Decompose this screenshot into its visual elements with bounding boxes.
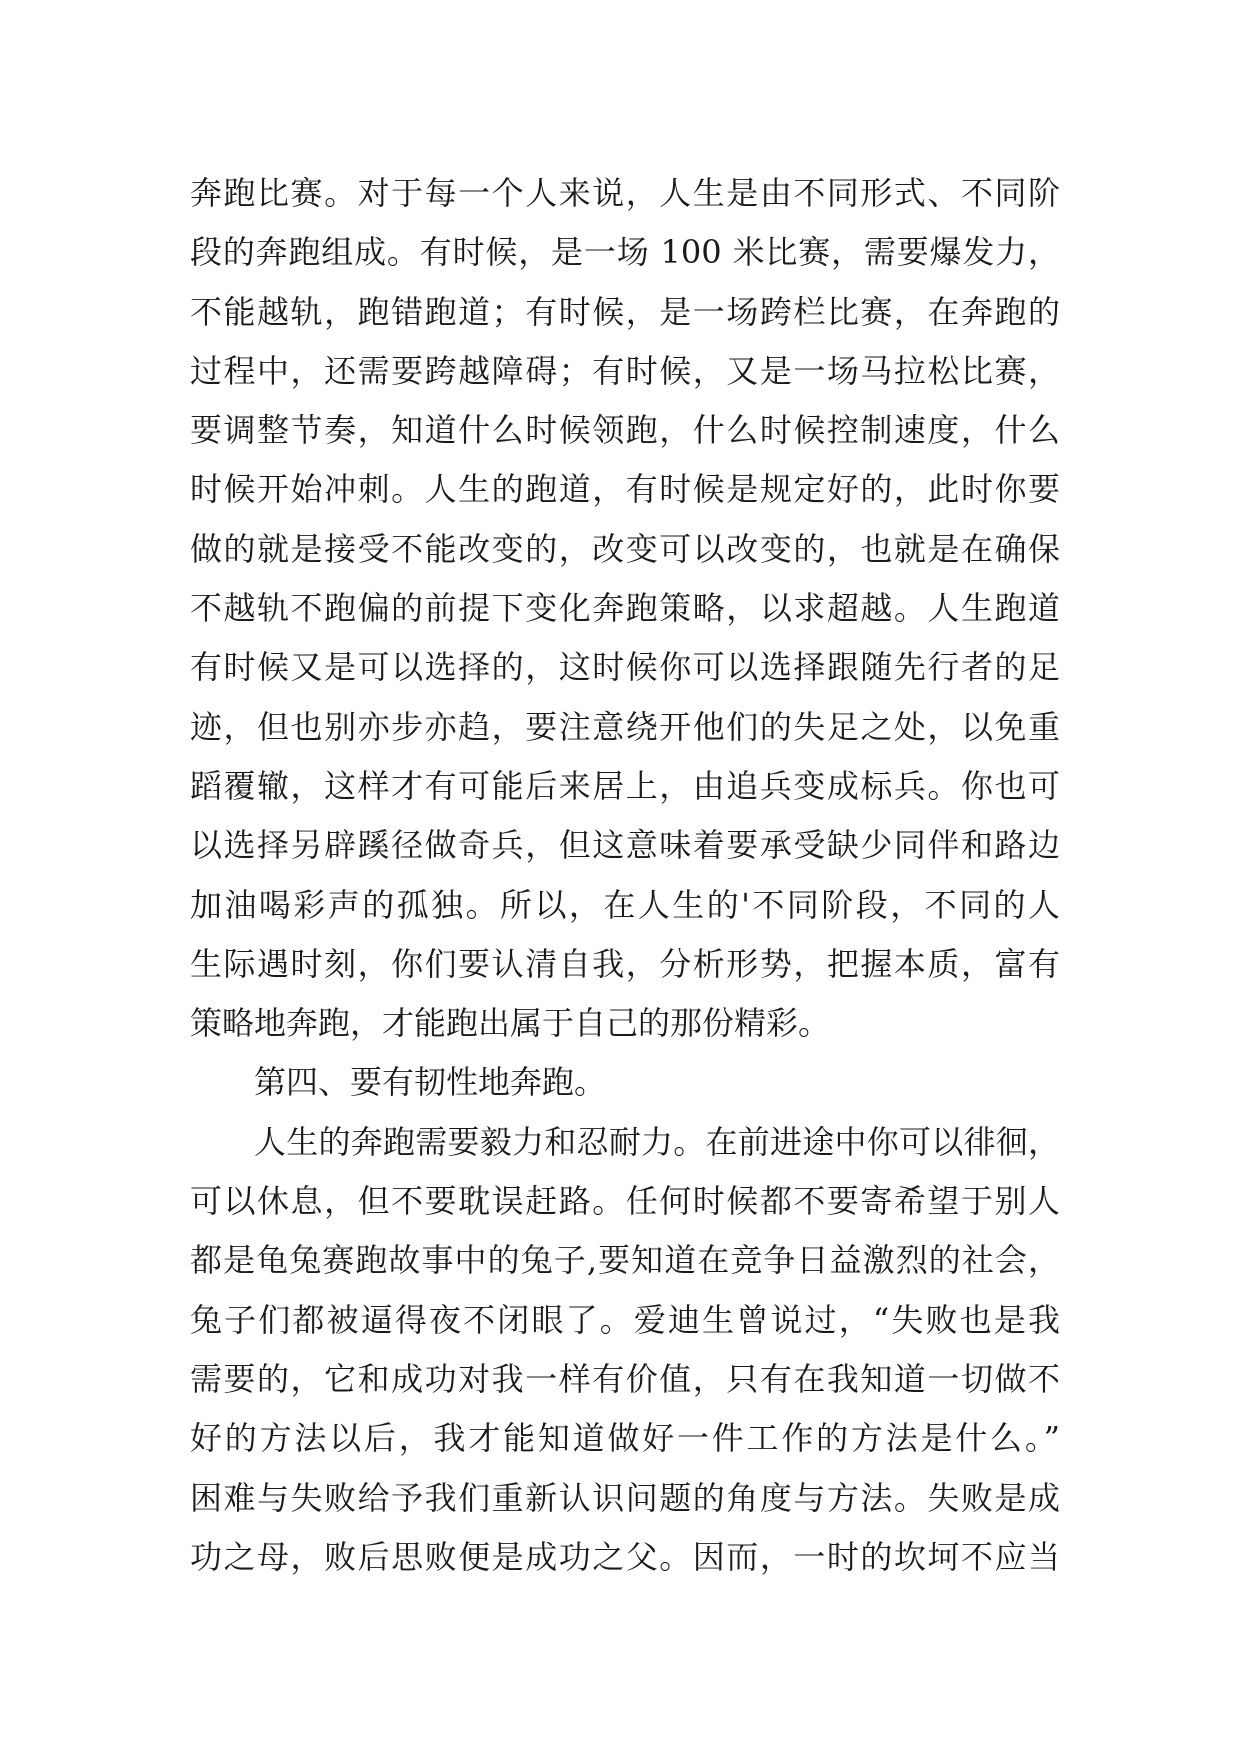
text-line: 有时候又是可以选择的，这时候你可以选择跟随先行者的足 (190, 648, 1060, 687)
text-line: 要调整节奏，知道什么时候领跑，什么时候控制速度，什么 (190, 411, 1060, 450)
text-line: 生际遇时刻，你们要认清自我，分析形势，把握本质，富有 (190, 944, 1060, 983)
text-line: 困难与失败给予我们重新认识问题的角度与方法。失败是成 (190, 1478, 1060, 1517)
text-line: 迹，但也别亦步亦趋，要注意绕开他们的失足之处，以免重 (190, 707, 1060, 746)
text-line: 奔跑比赛。对于每一个人来说，人生是由不同形式、不同阶 (190, 174, 1060, 212)
text-line: 过程中，还需要跨越障碍；有时候，又是一场马拉松比赛， (190, 351, 1060, 390)
text-line: 人生的奔跑需要毅力和忍耐力。在前进途中你可以徘徊， (254, 1122, 1060, 1161)
text-line: 兔子们都被逼得夜不闭眼了。爱迪生曾说过，“失败也是我 (190, 1300, 1060, 1339)
text-line: 蹈覆辙，这样才有可能后来居上，由追兵变成标兵。你也可 (190, 766, 1060, 805)
text-line: 功之母，败后思败便是成功之父。因而，一时的坎坷不应当 (190, 1537, 1060, 1576)
text-line: 需要的，它和成功对我一样有价值，只有在我知道一切做不 (190, 1359, 1060, 1398)
text-line: 时候开始冲刺。人生的跑道，有时候是规定好的，此时你要 (190, 470, 1060, 509)
text-line: 做的就是接受不能改变的，改变可以改变的，也就是在确保 (190, 529, 1060, 568)
text-line: 不越轨不跑偏的前提下变化奔跑策略，以求超越。人生跑道 (190, 589, 1060, 628)
body-text (190, 164, 1060, 1587)
text-line: 加油喝彩声的孤独。所以，在人生的'不同阶段，不同的人 (190, 885, 1060, 924)
text-line: 策略地奔跑，才能跑出属于自己的那份精彩。 (190, 1004, 831, 1043)
text-line: 都是龟兔赛跑故事中的兔子,要知道在竞争日益激烈的社会， (190, 1241, 1060, 1280)
text-line: 好的方法以后，我才能知道做好一件工作的方法是什么。” (190, 1419, 1060, 1458)
text-line: 段的奔跑组成。有时候，是一场 100 米比赛，需要爆发力， (190, 233, 1060, 272)
section-heading: 第四、要有韧性地奔跑。 (254, 1063, 607, 1102)
text-line: 不能越轨，跑错跑道；有时候，是一场跨栏比赛，在奔跑的 (190, 292, 1060, 331)
text-line: 以选择另辟蹊径做奇兵，但这意味着要承受缺少同伴和路边 (190, 826, 1060, 865)
text-line: 可以休息，但不要耽误赶路。任何时候都不要寄希望于别人 (190, 1182, 1060, 1221)
